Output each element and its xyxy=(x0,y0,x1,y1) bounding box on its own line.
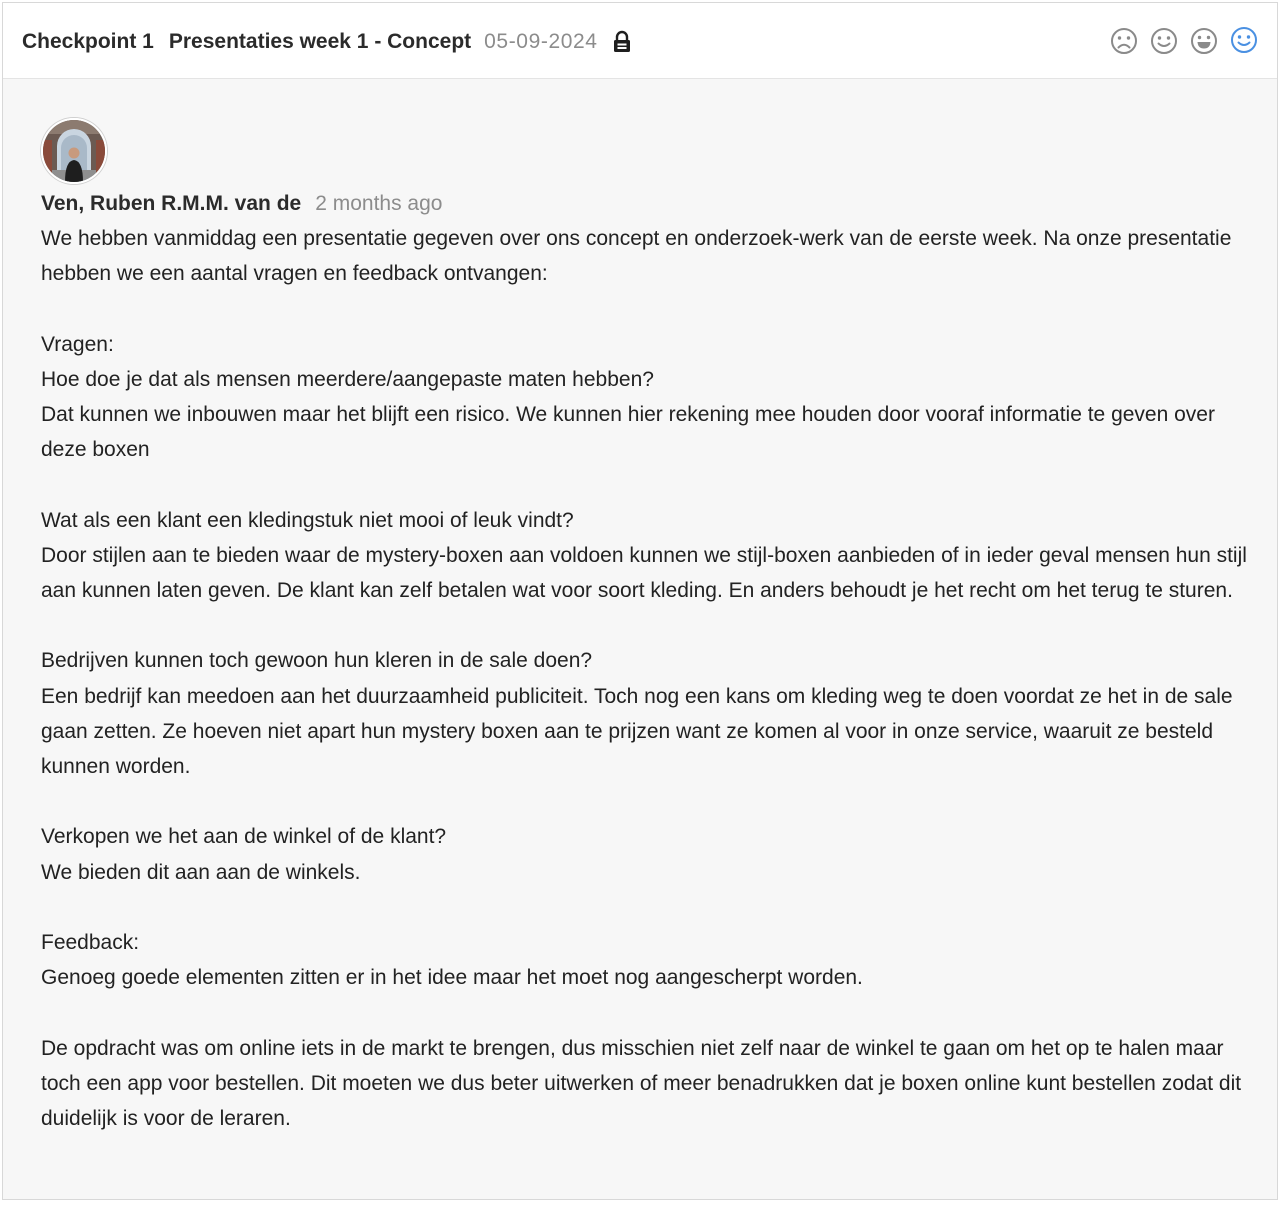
checkpoint-label: Checkpoint 1 xyxy=(22,30,154,53)
paragraph xyxy=(41,327,1263,468)
text-line: Dat kunnen we inbouwen maar het blijft een risico. We kunnen hier rekening mee houden door vooraf informatie te geven over deze boxen xyxy=(41,403,1215,462)
frown-icon[interactable] xyxy=(1109,26,1139,56)
smile-icon[interactable] xyxy=(1149,26,1179,56)
author-name: Ven, Ruben R.M.M. van de xyxy=(41,192,302,215)
paragraph xyxy=(41,221,1263,291)
avatar[interactable] xyxy=(41,118,107,184)
paragraph xyxy=(41,925,1263,995)
grin-icon[interactable] xyxy=(1189,26,1219,56)
text-line: Door stijlen aan te bieden waar de mystery-boxen aan voldoen kunnen we stijl-boxen aanbieden of in ieder geval mensen hun stijl aan kunnen laten geven. De klant kan zelf betalen wat voor soort kleding. En anders behoudt je het recht om het terug te sturen. xyxy=(41,543,1247,602)
mood-selector xyxy=(1099,26,1259,56)
checkpoint-title: Presentaties week 1 - Concept xyxy=(168,30,472,53)
text-line: Genoeg goede elementen zitten er in het idee maar het moet nog aangescherpt worden. xyxy=(41,966,863,990)
paragraph xyxy=(41,643,1263,784)
text-line: Vragen: xyxy=(41,332,114,356)
checkpoint-date: 05-09-2024 xyxy=(484,30,598,53)
text-line: Een bedrijf kan meedoen aan het duurzaamheid publiciteit. Toch nog een kans om kleding weg te doen voordat ze het in de sale gaan zetten. Ze hoeven niet apart hun mystery boxen aan te prijzen want ze komen al voor in onze service, waaruit ze besteld kunnen worden. xyxy=(41,684,1233,778)
text-line: Hoe doe je dat als mensen meerdere/aangepaste maten hebben? xyxy=(41,367,654,391)
lock-icon xyxy=(612,30,632,54)
post-time: 2 months ago xyxy=(315,192,443,215)
post-body xyxy=(41,221,1263,1136)
checkpoint-header xyxy=(3,3,1277,79)
text-line: Bedrijven kunnen toch gewoon hun kleren in de sale doen? xyxy=(41,649,593,673)
post-content xyxy=(41,118,1263,1136)
paragraph xyxy=(41,503,1263,609)
checkpoint-card xyxy=(2,2,1278,1200)
paragraph xyxy=(41,819,1263,889)
text-line: Feedback: xyxy=(41,930,140,954)
paragraph xyxy=(41,1031,1263,1137)
text-line: We bieden dit aan aan de winkels. xyxy=(41,860,361,884)
post-meta xyxy=(41,189,1263,219)
text-line: Wat als een klant een kledingstuk niet mooi of leuk vindt? xyxy=(41,508,574,532)
text-line: Verkopen we het aan de winkel of de klant? xyxy=(41,825,447,849)
header-title-row xyxy=(22,28,632,56)
smile-selected-icon[interactable] xyxy=(1229,26,1259,56)
text-line: We hebben vanmiddag een presentatie gegeven over ons concept en onderzoek-werk van de eerste week. Na onze presentatie hebben we een aantal vragen en feedback ontvangen: xyxy=(41,227,1232,286)
text-line: De opdracht was om online iets in de markt te brengen, dus misschien niet zelf naar de winkel te gaan om het op te halen maar toch een app voor bestellen. Dit moeten we dus beter uitwerken of meer benadrukken dat je boxen online kunt bestellen zodat dit duidelijk is voor de leraren. xyxy=(41,1036,1242,1130)
